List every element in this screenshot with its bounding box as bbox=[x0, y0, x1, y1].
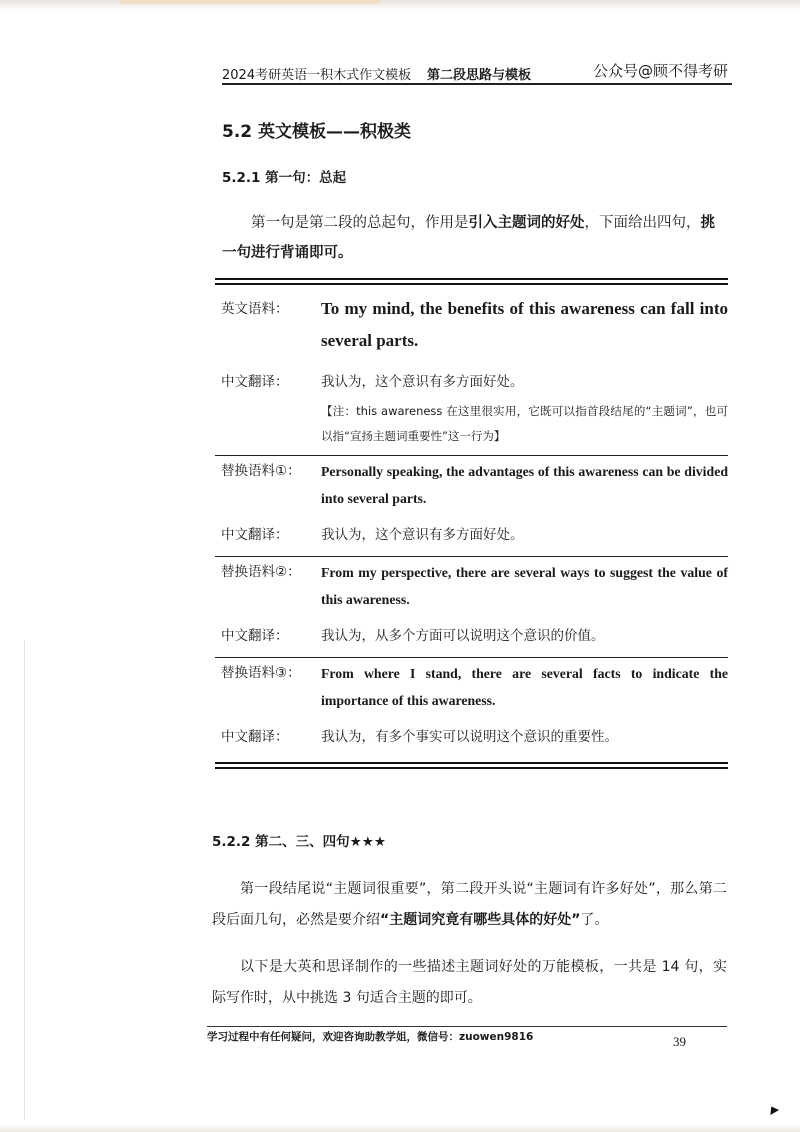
intro-emphasis-2: 挑一句进行背诵即可。 bbox=[222, 215, 715, 261]
row-label: 中文翻译： bbox=[221, 628, 289, 644]
body-paragraph-1 bbox=[212, 874, 727, 936]
intro-emphasis-1: 引入主题词的好处 bbox=[468, 215, 585, 231]
footer-rule bbox=[207, 1026, 727, 1027]
chinese-translation: 我认为，有多个事实可以说明这个意识的重要性。 bbox=[321, 729, 618, 745]
intro-paragraph bbox=[222, 208, 727, 268]
table-block-1 bbox=[215, 456, 728, 556]
subsection-title-2: 5.2.2 第二、三、四句★★★ bbox=[212, 834, 386, 850]
footer-contact: 学习过程中有任何疑问，欢迎咨询助教学姐，微信号：zuowen9816 bbox=[207, 1031, 534, 1043]
section-title: 5.2 英文模板——积极类 bbox=[222, 122, 412, 142]
table-row-english bbox=[215, 660, 728, 714]
table-row-chinese bbox=[215, 522, 728, 556]
header-chapter: 第二段思路与模板 bbox=[427, 68, 532, 83]
english-sentence: To my mind, the benefits of this awareness can fall into several parts. bbox=[321, 299, 728, 350]
body-paragraph-2: 以下是大英和思译制作的一些描述主题词好处的万能模板，一共是 14 句，实际写作时，从中挑选 3 句适合主题的即可。 bbox=[212, 959, 727, 1006]
para-emphasis: “主题词究竟有哪些具体的好处” bbox=[380, 912, 581, 928]
chinese-translation: 我认为，这个意识有多方面好处。 bbox=[321, 374, 524, 390]
template-table bbox=[215, 278, 728, 769]
table-bottom-rule bbox=[215, 762, 728, 769]
usage-note: 【注：this awareness 在这里很实用，它既可以指首段结尾的“主题词”，也可以指“宣扬主题词重要性”这一行为】 bbox=[321, 404, 728, 443]
row-label: 替换语料③： bbox=[221, 665, 301, 681]
para-text: 第一段结尾说“主题词很重要”，第二段开头说“主题词有许多好处”，那么第二段后面几句，必然是要介绍 bbox=[212, 881, 727, 928]
table-row-note bbox=[215, 399, 728, 455]
table-top-rule bbox=[215, 278, 728, 285]
row-label: 中文翻译： bbox=[221, 729, 289, 745]
header-account: 公众号@顾不得考研 bbox=[592, 62, 728, 80]
table-block-2 bbox=[215, 557, 728, 657]
row-label: 中文翻译： bbox=[221, 527, 289, 543]
scan-bottom-edge bbox=[0, 1124, 800, 1132]
scan-smudge bbox=[120, 0, 380, 4]
chinese-translation: 我认为，这个意识有多方面好处。 bbox=[321, 527, 524, 543]
table-row-english bbox=[215, 458, 728, 512]
intro-text: 第一句是第二段的总起句，作用是 bbox=[251, 215, 469, 231]
table-row-chinese bbox=[215, 724, 728, 762]
english-sentence: From where I stand, there are several facts to indicate the importance of this awareness. bbox=[321, 666, 728, 708]
intro-text-mid: ，下面给出四句， bbox=[584, 215, 701, 231]
header-rule bbox=[222, 83, 732, 85]
subsection-title-1: 5.2.1 第一句：总起 bbox=[222, 170, 347, 186]
row-label-spacer bbox=[215, 399, 321, 449]
row-label: 替换语料①： bbox=[221, 463, 301, 479]
row-label: 中文翻译： bbox=[221, 374, 289, 390]
table-row-chinese bbox=[215, 369, 728, 395]
table-row-english bbox=[215, 559, 728, 613]
scan-corner-mark bbox=[767, 1104, 779, 1115]
table-block-3 bbox=[215, 658, 728, 762]
scan-fold-line bbox=[24, 640, 25, 1120]
page-number: 39 bbox=[673, 1034, 686, 1049]
chinese-translation: 我认为，从多个方面可以说明这个意识的价值。 bbox=[321, 628, 605, 644]
row-label: 替换语料②： bbox=[221, 564, 301, 580]
english-sentence: Personally speaking, the advantages of this awareness can be divided into several parts. bbox=[321, 464, 728, 506]
table-row-chinese bbox=[215, 623, 728, 657]
row-label: 英文语料： bbox=[221, 301, 289, 317]
table-row-english bbox=[215, 293, 728, 357]
english-sentence: From my perspective, there are several ways to suggest the value of this awareness. bbox=[321, 565, 728, 607]
para-text-end: 了。 bbox=[580, 912, 609, 928]
table-block-0 bbox=[215, 285, 728, 455]
running-header bbox=[222, 60, 732, 84]
header-book-title: 2024考研英语一积木式作文模板 bbox=[222, 68, 412, 83]
